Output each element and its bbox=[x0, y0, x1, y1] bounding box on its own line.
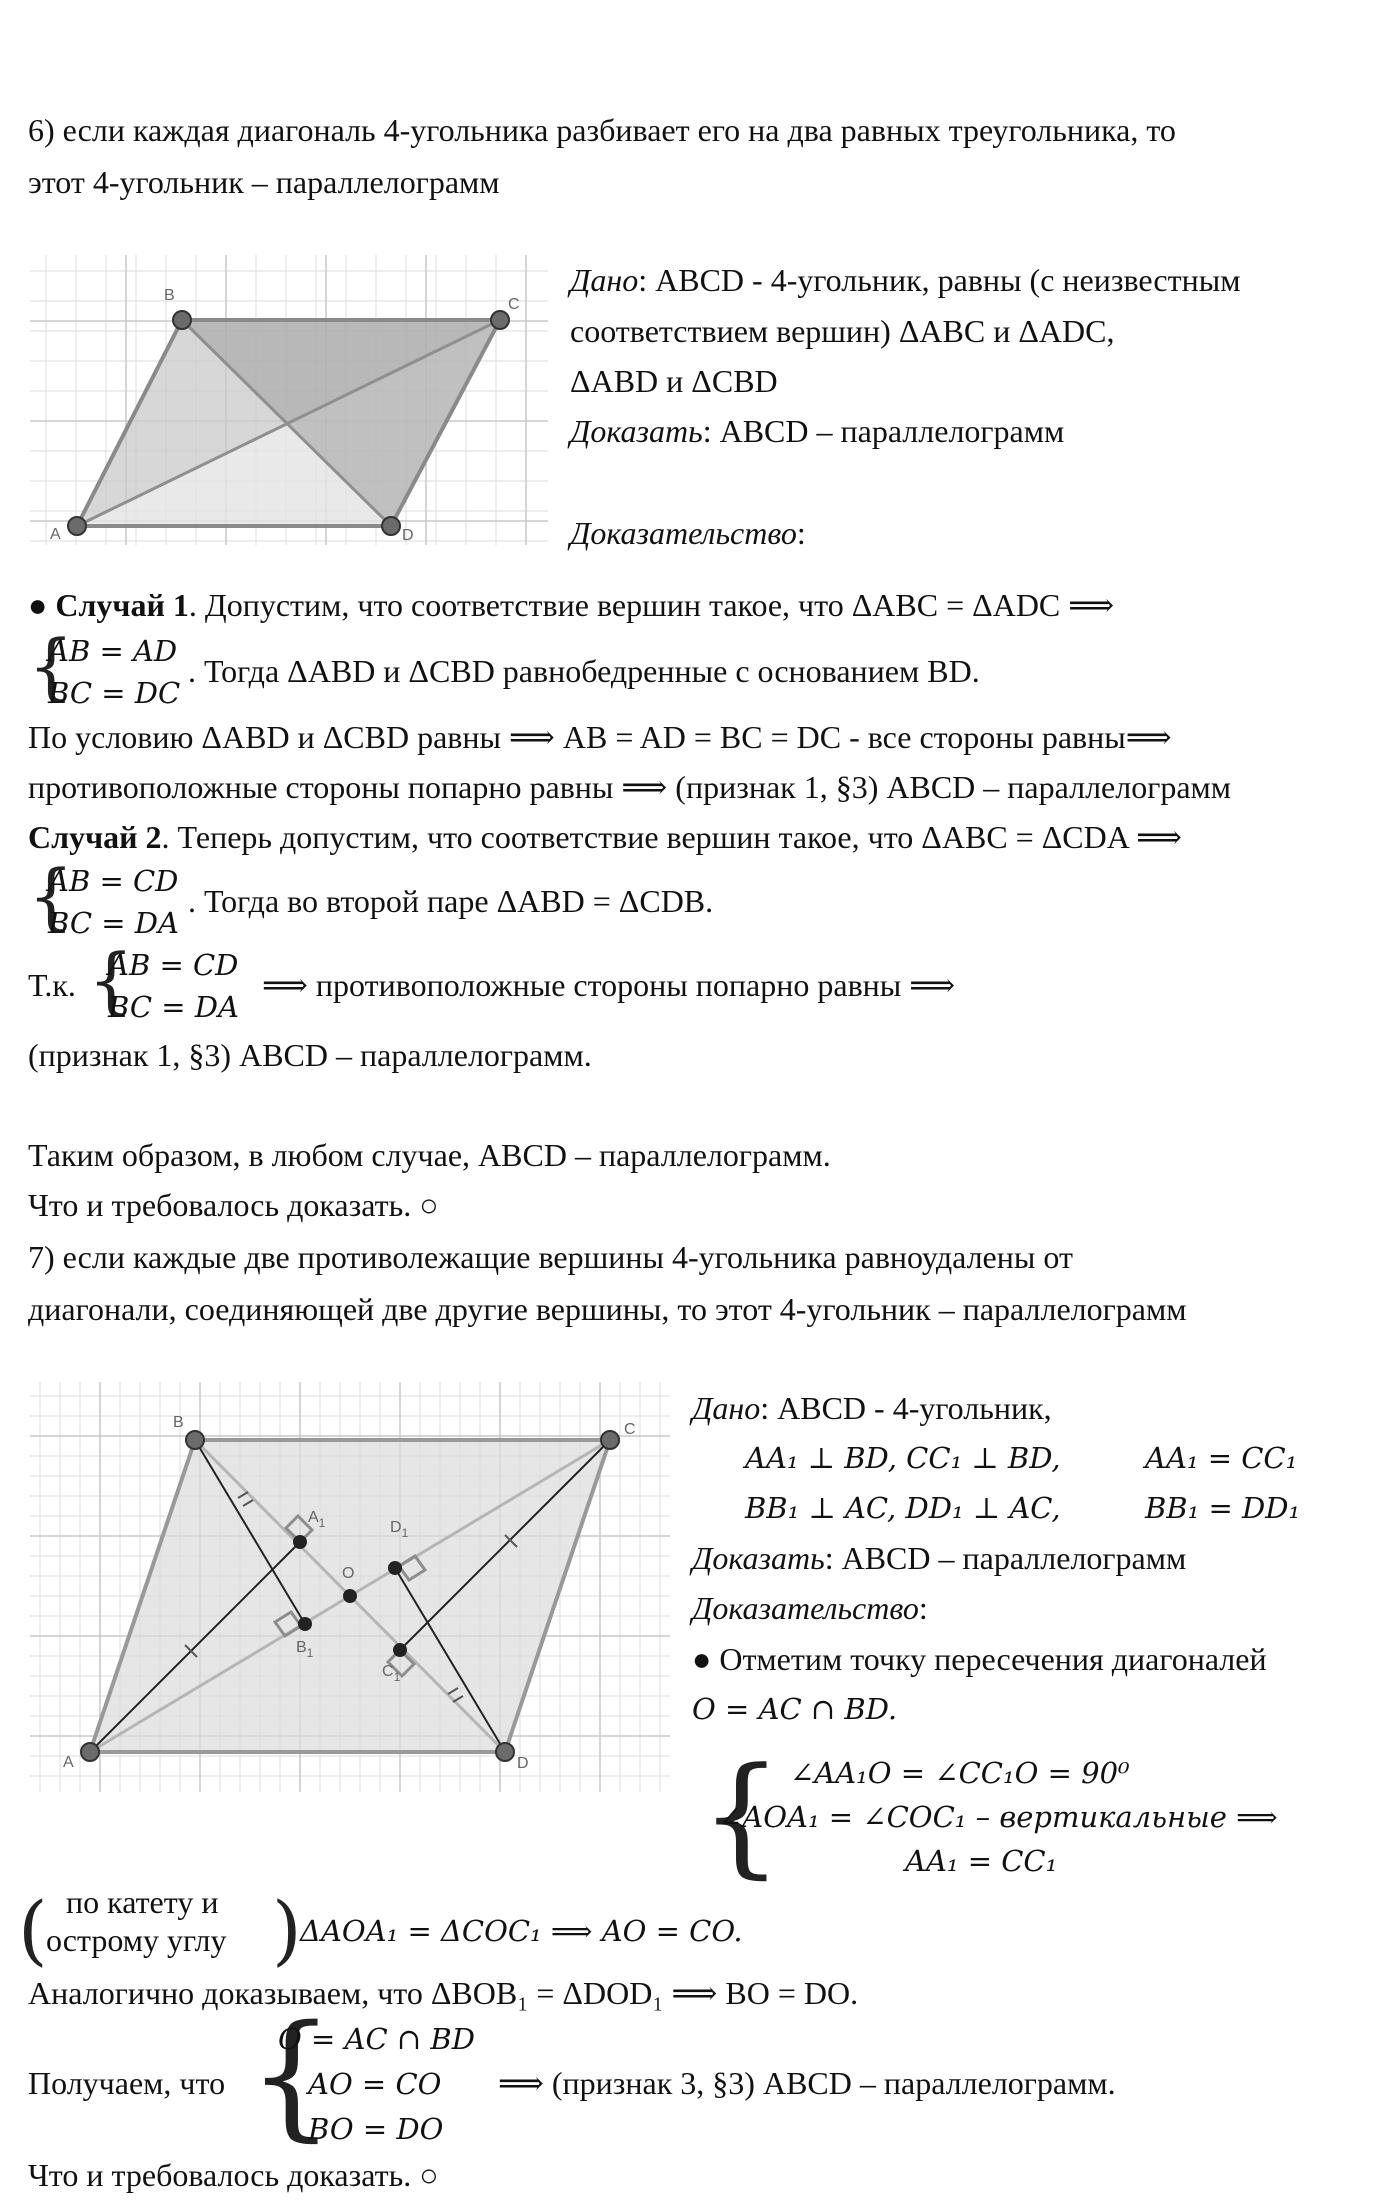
p6-label-b: B bbox=[164, 287, 175, 304]
p7-paren-left: ( bbox=[18, 1885, 48, 1974]
p7-get-prefix: Получаем, что bbox=[28, 2065, 226, 2101]
p7-analogous-line: Аналогично доказываем, что ΔBOB₁ = ΔDOD₁ ⟹ BO = DO. bbox=[28, 1975, 859, 2011]
p6-label-c: C bbox=[508, 296, 520, 313]
p7-heading-line1: 7) если каждые две противолежащие вершины 4-угольника равноудалены от bbox=[28, 1239, 1073, 1275]
p6-given-line3: ΔABD и ΔCBD bbox=[570, 363, 778, 399]
p7-point-o bbox=[343, 1589, 357, 1603]
p7-given-line2b: AA₁ = CC₁ bbox=[1145, 1441, 1298, 1475]
p6-condition-line: По условию ΔABD и ΔCBD равны ⟹ AB = AD = BC = DC - все стороны равны⟹ bbox=[28, 719, 1172, 755]
p7-label-o: O bbox=[342, 1565, 355, 1582]
p6-conclusion: Таким образом, в любом случае, ABCD – параллелограмм. bbox=[28, 1137, 831, 1173]
p6-tk-sys2: BC = DA bbox=[108, 990, 239, 1024]
p7-point-c1 bbox=[393, 1643, 407, 1657]
p6-vertex-d bbox=[382, 517, 400, 535]
p6-case2-sys1: AB = CD bbox=[48, 864, 179, 898]
p6-case1-sys1: AB = AD bbox=[48, 634, 178, 668]
p7-point-b1 bbox=[298, 1617, 312, 1631]
p7-get-sys3: BO = DO bbox=[308, 2112, 444, 2146]
p6-case2-line bbox=[28, 812, 1182, 862]
p7-paren-line2: острому углу bbox=[46, 1922, 227, 1958]
p7-parallelogram-figure bbox=[30, 1382, 670, 1792]
p7-o-definition: O = AC ∩ BD. bbox=[692, 1692, 898, 1726]
p7-label-c: C bbox=[624, 1421, 636, 1438]
p6-case1-brace: { bbox=[28, 624, 74, 708]
p7-get-sys2: AO = CO bbox=[308, 2067, 442, 2101]
p7-qed: Что и требовалось доказать. ○ bbox=[28, 2157, 439, 2193]
p7-get-brace: { bbox=[248, 1997, 335, 2155]
p7-mark-line: ● Отметим точку пересечения диагоналей bbox=[692, 1641, 1267, 1677]
p7-prove-label: Доказать bbox=[692, 1540, 825, 1576]
p7-given-line1 bbox=[692, 1383, 1052, 1433]
p6-sign-line: (признак 1, §3) ABCD – параллелограмм. bbox=[28, 1037, 592, 1073]
p6-case1-text: . Допустим, что соответствие вершин такое, что ΔABC = ΔADC ⟹ bbox=[188, 587, 1115, 623]
p7-sys1: ∠AA₁O = ∠CC₁O = 90⁰ bbox=[790, 1756, 1130, 1790]
p7-proof-heading bbox=[692, 1583, 928, 1633]
p7-vertex-d bbox=[496, 1743, 514, 1761]
p7-vertex-c bbox=[601, 1431, 619, 1449]
p6-case2-brace: { bbox=[28, 854, 74, 938]
p7-label-a: A bbox=[63, 1754, 74, 1771]
p6-proof-label: Доказательство bbox=[570, 515, 797, 551]
p6-proof-colon: : bbox=[796, 515, 806, 551]
p7-proof-label: Доказательство bbox=[692, 1590, 919, 1626]
p6-tk-sys1: AB = CD bbox=[108, 948, 239, 982]
p6-case1-sys2: BC = DC bbox=[48, 676, 181, 710]
p6-case1-label: Случай 1 bbox=[55, 587, 189, 623]
p6-prove-text: : ABCD – параллелограмм bbox=[702, 413, 1065, 449]
p7-vertex-b bbox=[186, 1431, 204, 1449]
p6-given-label: Дано bbox=[570, 262, 639, 298]
p6-vertex-c bbox=[491, 311, 509, 329]
p7-label-a1: $A_1$ bbox=[308, 1509, 326, 1530]
p6-case2-after: . Тогда во второй паре ΔABD = ΔCDB. bbox=[188, 883, 714, 919]
p6-heading-line2: этот 4-угольник – параллелограмм bbox=[28, 164, 500, 200]
p7-label-d: D bbox=[517, 1755, 529, 1772]
p6-heading-line1: 6) если каждая диагональ 4-угольника разбивает его на два равных треугольника, то bbox=[28, 112, 1176, 148]
p7-sys3: AA₁ = CC₁ bbox=[905, 1844, 1058, 1878]
p6-vertex-b bbox=[173, 311, 191, 329]
p6-tk-brace: { bbox=[88, 938, 134, 1022]
p7-vertex-a bbox=[81, 1743, 99, 1761]
p6-case1-after: . Тогда ΔABD и ΔCBD равнобедренные с основанием BD. bbox=[188, 653, 980, 689]
p6-prove-label: Доказать bbox=[570, 413, 703, 449]
p7-triangle-equality: ΔAOA₁ = ΔCOC₁ ⟹ AO = CO. bbox=[300, 1914, 743, 1948]
p6-tk-after: ⟹ противоположные стороны попарно равны ⟹ bbox=[262, 967, 956, 1003]
p7-label-b: B bbox=[173, 1414, 184, 1431]
p7-label-b1: $B_1$ bbox=[296, 1639, 314, 1660]
p6-case2-text: . Теперь допустим, что соответствие вершин такое, что ΔABC = ΔCDA ⟹ bbox=[161, 819, 1182, 855]
p6-case2-sys2: BC = DA bbox=[48, 906, 179, 940]
p7-prove-text: : ABCD – параллелограмм bbox=[824, 1540, 1187, 1576]
p6-given-line1 bbox=[570, 255, 1240, 305]
p7-label-c1: $C_1$ bbox=[382, 1663, 401, 1684]
p7-prove-line bbox=[692, 1533, 1186, 1583]
p7-point-d1 bbox=[388, 1561, 402, 1575]
p6-proof-heading bbox=[570, 508, 806, 558]
p7-paren-line1: по катету и bbox=[66, 1884, 219, 1920]
p6-given-line2: соответствием вершин) ΔABC и ΔADC, bbox=[570, 313, 1115, 349]
p7-paren-right: ) bbox=[272, 1885, 302, 1974]
p7-label-d1: $D_1$ bbox=[390, 1519, 409, 1540]
p6-case2-label: Случай 2 bbox=[28, 819, 162, 855]
p7-angle-brace: { bbox=[700, 1739, 783, 1891]
p7-heading-line2: диагонали, соединяющей две другие вершины, то этот 4-угольник – параллелограмм bbox=[28, 1291, 1187, 1327]
p6-parallelogram-figure bbox=[30, 255, 548, 545]
p6-prove-line bbox=[570, 406, 1064, 456]
p6-vertex-a bbox=[68, 517, 86, 535]
p6-given-text: : ABCD - 4-угольник, равны (с неизвестным bbox=[638, 262, 1241, 298]
p6-tk-prefix: Т.к. bbox=[28, 967, 76, 1003]
p6-label-a: A bbox=[50, 526, 61, 543]
p6-opposite-sides-line: противоположные стороны попарно равны ⟹ (признак 1, §3) ABCD – параллелограмм bbox=[28, 769, 1232, 805]
p7-given-line2a: AA₁ ⊥ BD, CC₁ ⊥ BD, bbox=[745, 1441, 1061, 1475]
p6-label-d: D bbox=[402, 527, 414, 544]
p7-sys2: ∠AOA₁ = ∠COC₁ – вертикальные ⟹ bbox=[718, 1800, 1278, 1834]
bullet-icon: ● bbox=[28, 587, 56, 623]
p7-point-a1 bbox=[293, 1535, 307, 1549]
p6-qed: Что и требовалось доказать. ○ bbox=[28, 1187, 439, 1223]
p7-given-line3b: BB₁ = DD₁ bbox=[1145, 1491, 1301, 1525]
p7-given-line3a: BB₁ ⊥ AC, DD₁ ⊥ AC, bbox=[745, 1491, 1061, 1525]
p7-get-after: ⟹ (признак 3, §3) ABCD – параллелограмм. bbox=[498, 2065, 1116, 2101]
p7-given-text: : ABCD - 4-угольник, bbox=[760, 1390, 1052, 1426]
p7-proof-colon: : bbox=[918, 1590, 928, 1626]
p7-given-label: Дано bbox=[692, 1390, 761, 1426]
p7-get-sys1: O = AC ∩ BD bbox=[278, 2022, 475, 2056]
p6-case1-line bbox=[28, 580, 1114, 630]
